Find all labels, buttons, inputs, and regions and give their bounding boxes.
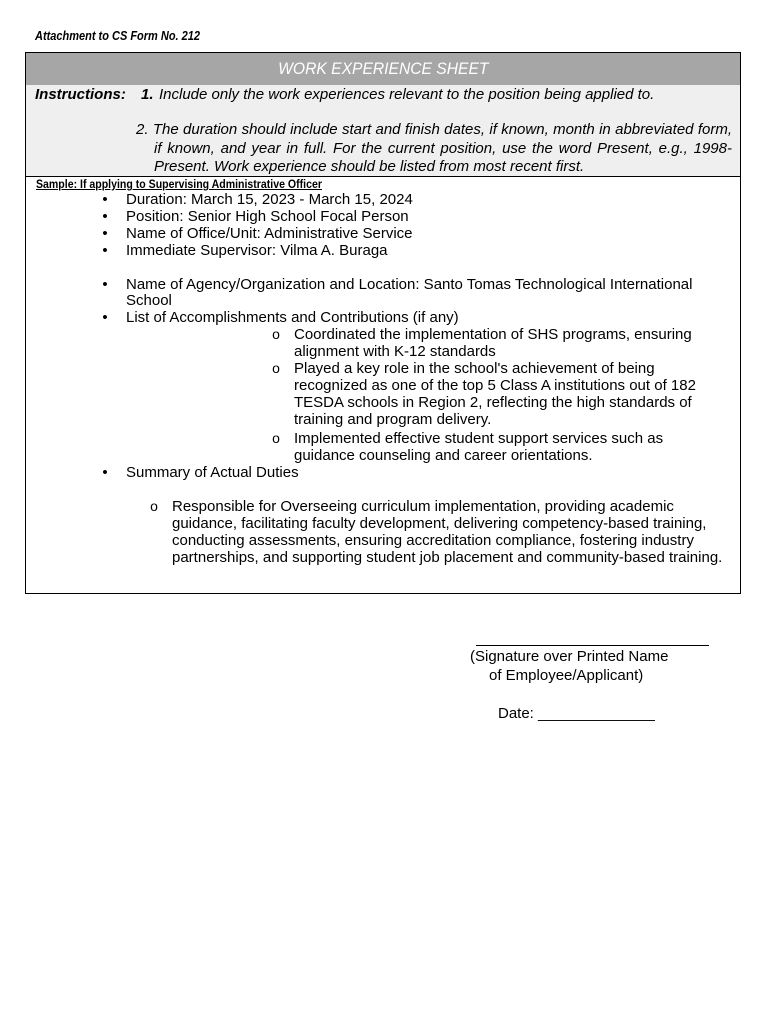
signature-caption-line2: of Employee/Applicant) (489, 667, 644, 684)
supervisor-item: Immediate Supervisor: Vilma A. Buraga (126, 242, 388, 259)
work-experience-sheet (25, 52, 741, 594)
position-item: Position: Senior High School Focal Person (126, 208, 409, 225)
sheet-title: WORK EXPERIENCE SHEET (277, 59, 489, 78)
duty-item: Responsible for Overseeing curriculum implementation, providing academic guidance, facilitating faculty development, delivering competency-based training, conducting assessments, ensuring accreditation compliance, fostering industry partnerships, and supporting student job placement and community-based training. (172, 498, 723, 566)
bullet-icon: • (102, 242, 108, 259)
duties-heading: Summary of Actual Duties (126, 464, 299, 481)
sub-bullet-icon: o (272, 326, 280, 342)
agency-item-line1: Name of Agency/Organization and Location: Santo Tomas Technological International (126, 276, 693, 293)
accomplishment-item: Coordinated the implementation of SHS programs, ensuring alignment with K-12 standards (294, 326, 692, 360)
attachment-label: Attachment to CS Form No. 212 (35, 29, 201, 43)
bullet-icon: • (102, 208, 108, 225)
instruction-2-text: 2. The duration should include start and finish dates, if known, month in abbreviated form, if known, and year in full. For the current position, use the word Present, e.g., 1998-Present. Work experience should be listed from most recent first. (136, 121, 732, 175)
instruction-1-text: Include only the work experiences relevant to the position being applied to. (159, 86, 655, 103)
bullet-icon: • (102, 276, 108, 293)
sheet-title-bar (26, 53, 740, 86)
accomplishments-heading: List of Accomplishments and Contributions (if any) (126, 309, 459, 326)
duration-item: Duration: March 15, 2023 - March 15, 2024 (126, 191, 413, 208)
instruction-1-number: 1. (141, 86, 154, 103)
sub-bullet-icon: o (272, 430, 280, 446)
agency-item-line2: School (126, 292, 172, 309)
sample-label: Sample: If applying to Supervising Administrative Officer (36, 177, 322, 191)
accomplishment-item: Implemented effective student support services such as guidance counseling and career orientations. (294, 430, 664, 464)
sub-bullet-icon: o (150, 498, 158, 514)
office-item: Name of Office/Unit: Administrative Service (126, 225, 413, 242)
bullet-icon: • (102, 309, 108, 326)
instructions-section (26, 85, 740, 177)
bullet-icon: • (102, 191, 108, 208)
signature-caption-line1: (Signature over Printed Name (470, 648, 669, 665)
signature-line (476, 645, 709, 646)
bullet-icon: • (102, 464, 108, 481)
bullet-icon: • (102, 225, 108, 242)
sub-bullet-icon: o (272, 360, 280, 376)
instructions-label: Instructions: (35, 86, 126, 103)
date-field: Date: ______________ (498, 705, 655, 722)
accomplishment-item: Played a key role in the school's achievement of being recognized as one of the top 5 Class A institutions out of 182 TESDA schools in Region 2, reflecting the high standards of training and program delivery. (294, 360, 696, 428)
